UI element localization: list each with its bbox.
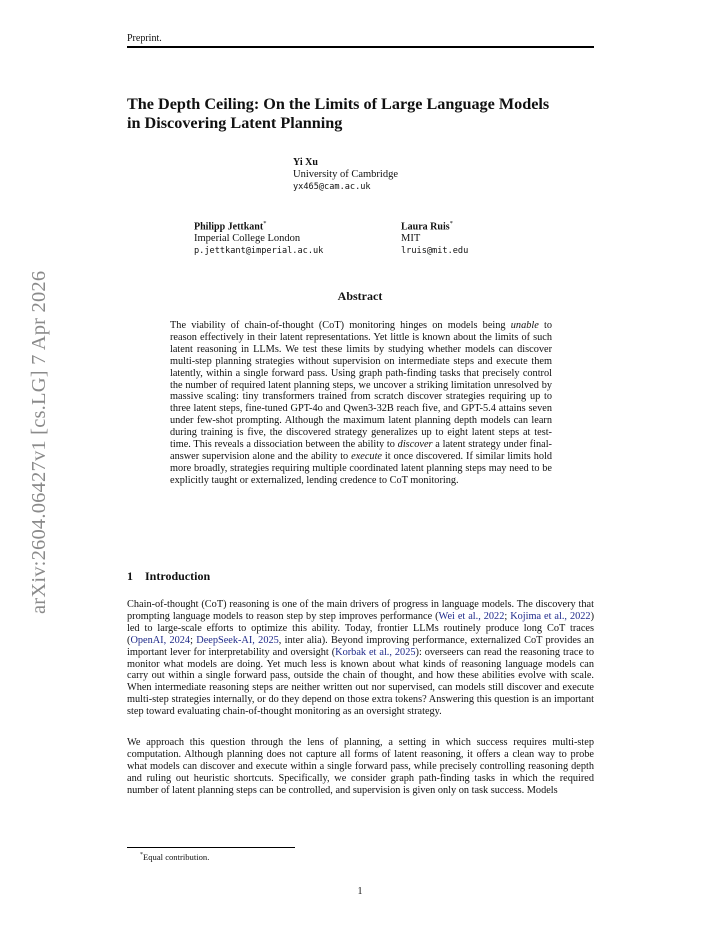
citation-link[interactable]: Kojima et al., 2022 (510, 610, 591, 622)
title-line-2: in Discovering Latent Planning (127, 114, 343, 132)
author-name: Philipp Jettkant* (194, 220, 267, 233)
author-email[interactable]: yx465@cam.ac.uk (293, 182, 371, 192)
emphasis-execute: execute (351, 450, 383, 462)
footnote (140, 852, 209, 862)
footnote-mark: * (140, 852, 143, 859)
author-affiliation: Imperial College London (194, 233, 301, 245)
abstract-heading: Abstract (337, 289, 383, 303)
intro-paragraph-1: Chain-of-thought (CoT) reasoning is one of the main drivers of progress in language models. The discovery that prompting language models to reason step by step improves performance (Wei et al., 2022; Kojima et al., 2022) led to large-scale efforts to optimize this ability. Today, frontier LLMs routinely produce long CoT traces (OpenAI, 2024; DeepSeek-AI, 2025, inter alia). Beyond improving performance, externalized CoT provides an important lever for interpretability and oversight (Korbak et al., 2025): overseers can read the reasoning trace to monitor what models are doing. Yet much less is known about what kinds of reasoning language models can carry out within a single forward pass, outside the chain of thought, and how these abilities evolve with scale. When intermediate reasoning steps are neither written out nor supervised, can models still discover and execute multi-step strategies internally, or do they depend on those extra tokens? Answering this question is an important step toward evaluating chain-of-thought monitoring as an oversight strategy. (127, 599, 594, 718)
header-label: Preprint. (127, 33, 162, 44)
paper-title (127, 95, 607, 133)
intro-paragraph-2: We approach this question through the lens of planning, a setting in which success requires multi-step computation. Although planning does not capture all forms of latent reasoning, it offers a clean way to probe what models can discover and execute within a single forward pass, while precisely controlling reasoning depth and ruling out heuristic shortcuts. Specifically, we consider graph path-finding tasks in which the required number of latent planning steps can be controlled, and supervision is given only on task success. Models (127, 737, 594, 796)
author-name: Laura Ruis* (401, 220, 453, 233)
arxiv-identifier-text: arXiv:2604.06427v1 [cs.LG] 7 Apr 2026 (28, 270, 50, 614)
emphasis-discover: discover (397, 439, 433, 451)
citation-link[interactable]: OpenAI, 2024 (130, 634, 191, 646)
author-block-2 (194, 218, 323, 257)
emphasis-unable: unable (510, 320, 539, 331)
equal-contribution-mark: * (263, 220, 267, 227)
title-line-1: The Depth Ceiling: On the Limits of Large Language Models (127, 95, 550, 113)
author-email[interactable]: lruis@mit.edu (401, 246, 469, 257)
abstract-body: The viability of chain-of-thought (CoT) monitoring hinges on models being unable to reason effectively in their latent representations. Yet little is known about the limits of such latent reasoning in LLMs. We test these limits by studying whether models can discover multi-step planning strategies without supervision on intermediate steps and execute them latently, within a single forward pass. Using graph path-finding tasks that precisely control the number of required latent planning steps, we uncover a striking limitation unresolved by massive scaling: tiny transformers trained from scratch discover strategies requiring up to three latent steps, fine-tuned GPT-4o and Qwen3-32B reach five, and GPT-5.4 attains seven under few-shot prompting. Although the maximum latent planning depth models can learn during training is five, the discovered strategy generalizes up to eight latent steps at test-time. This reveals a dissociation between the ability to discover a latent strategy under final-answer supervision alone and the ability to execute it once discovered. If similar limits hold more broadly, strategies requiring multiple coordinated latent planning steps may need to be explicitly taught or externalized, lending credence to CoT monitoring. (170, 320, 552, 486)
author-affiliation: MIT (401, 233, 421, 245)
author-name: Yi Xu (293, 157, 318, 168)
author-email[interactable]: p.jettkant@imperial.ac.uk (194, 246, 324, 257)
section-title: Introduction (145, 569, 211, 583)
footnote-text: Equal contribution. (143, 852, 210, 862)
equal-contribution-mark: * (449, 220, 453, 227)
header-rule (127, 46, 594, 48)
footnote-rule (127, 847, 295, 848)
author-block-3 (401, 218, 468, 257)
arxiv-identifier (28, 265, 58, 637)
author-affiliation: University of Cambridge (293, 169, 398, 180)
section-number: 1 (127, 569, 133, 583)
citation-link[interactable]: DeepSeek-AI, 2025 (196, 634, 279, 646)
citation-link[interactable]: Wei et al., 2022 (438, 610, 505, 622)
author-block-1 (293, 157, 398, 193)
section-heading (127, 569, 210, 584)
citation-link[interactable]: Korbak et al., 2025 (335, 646, 416, 658)
page-number: 1 (357, 886, 363, 897)
